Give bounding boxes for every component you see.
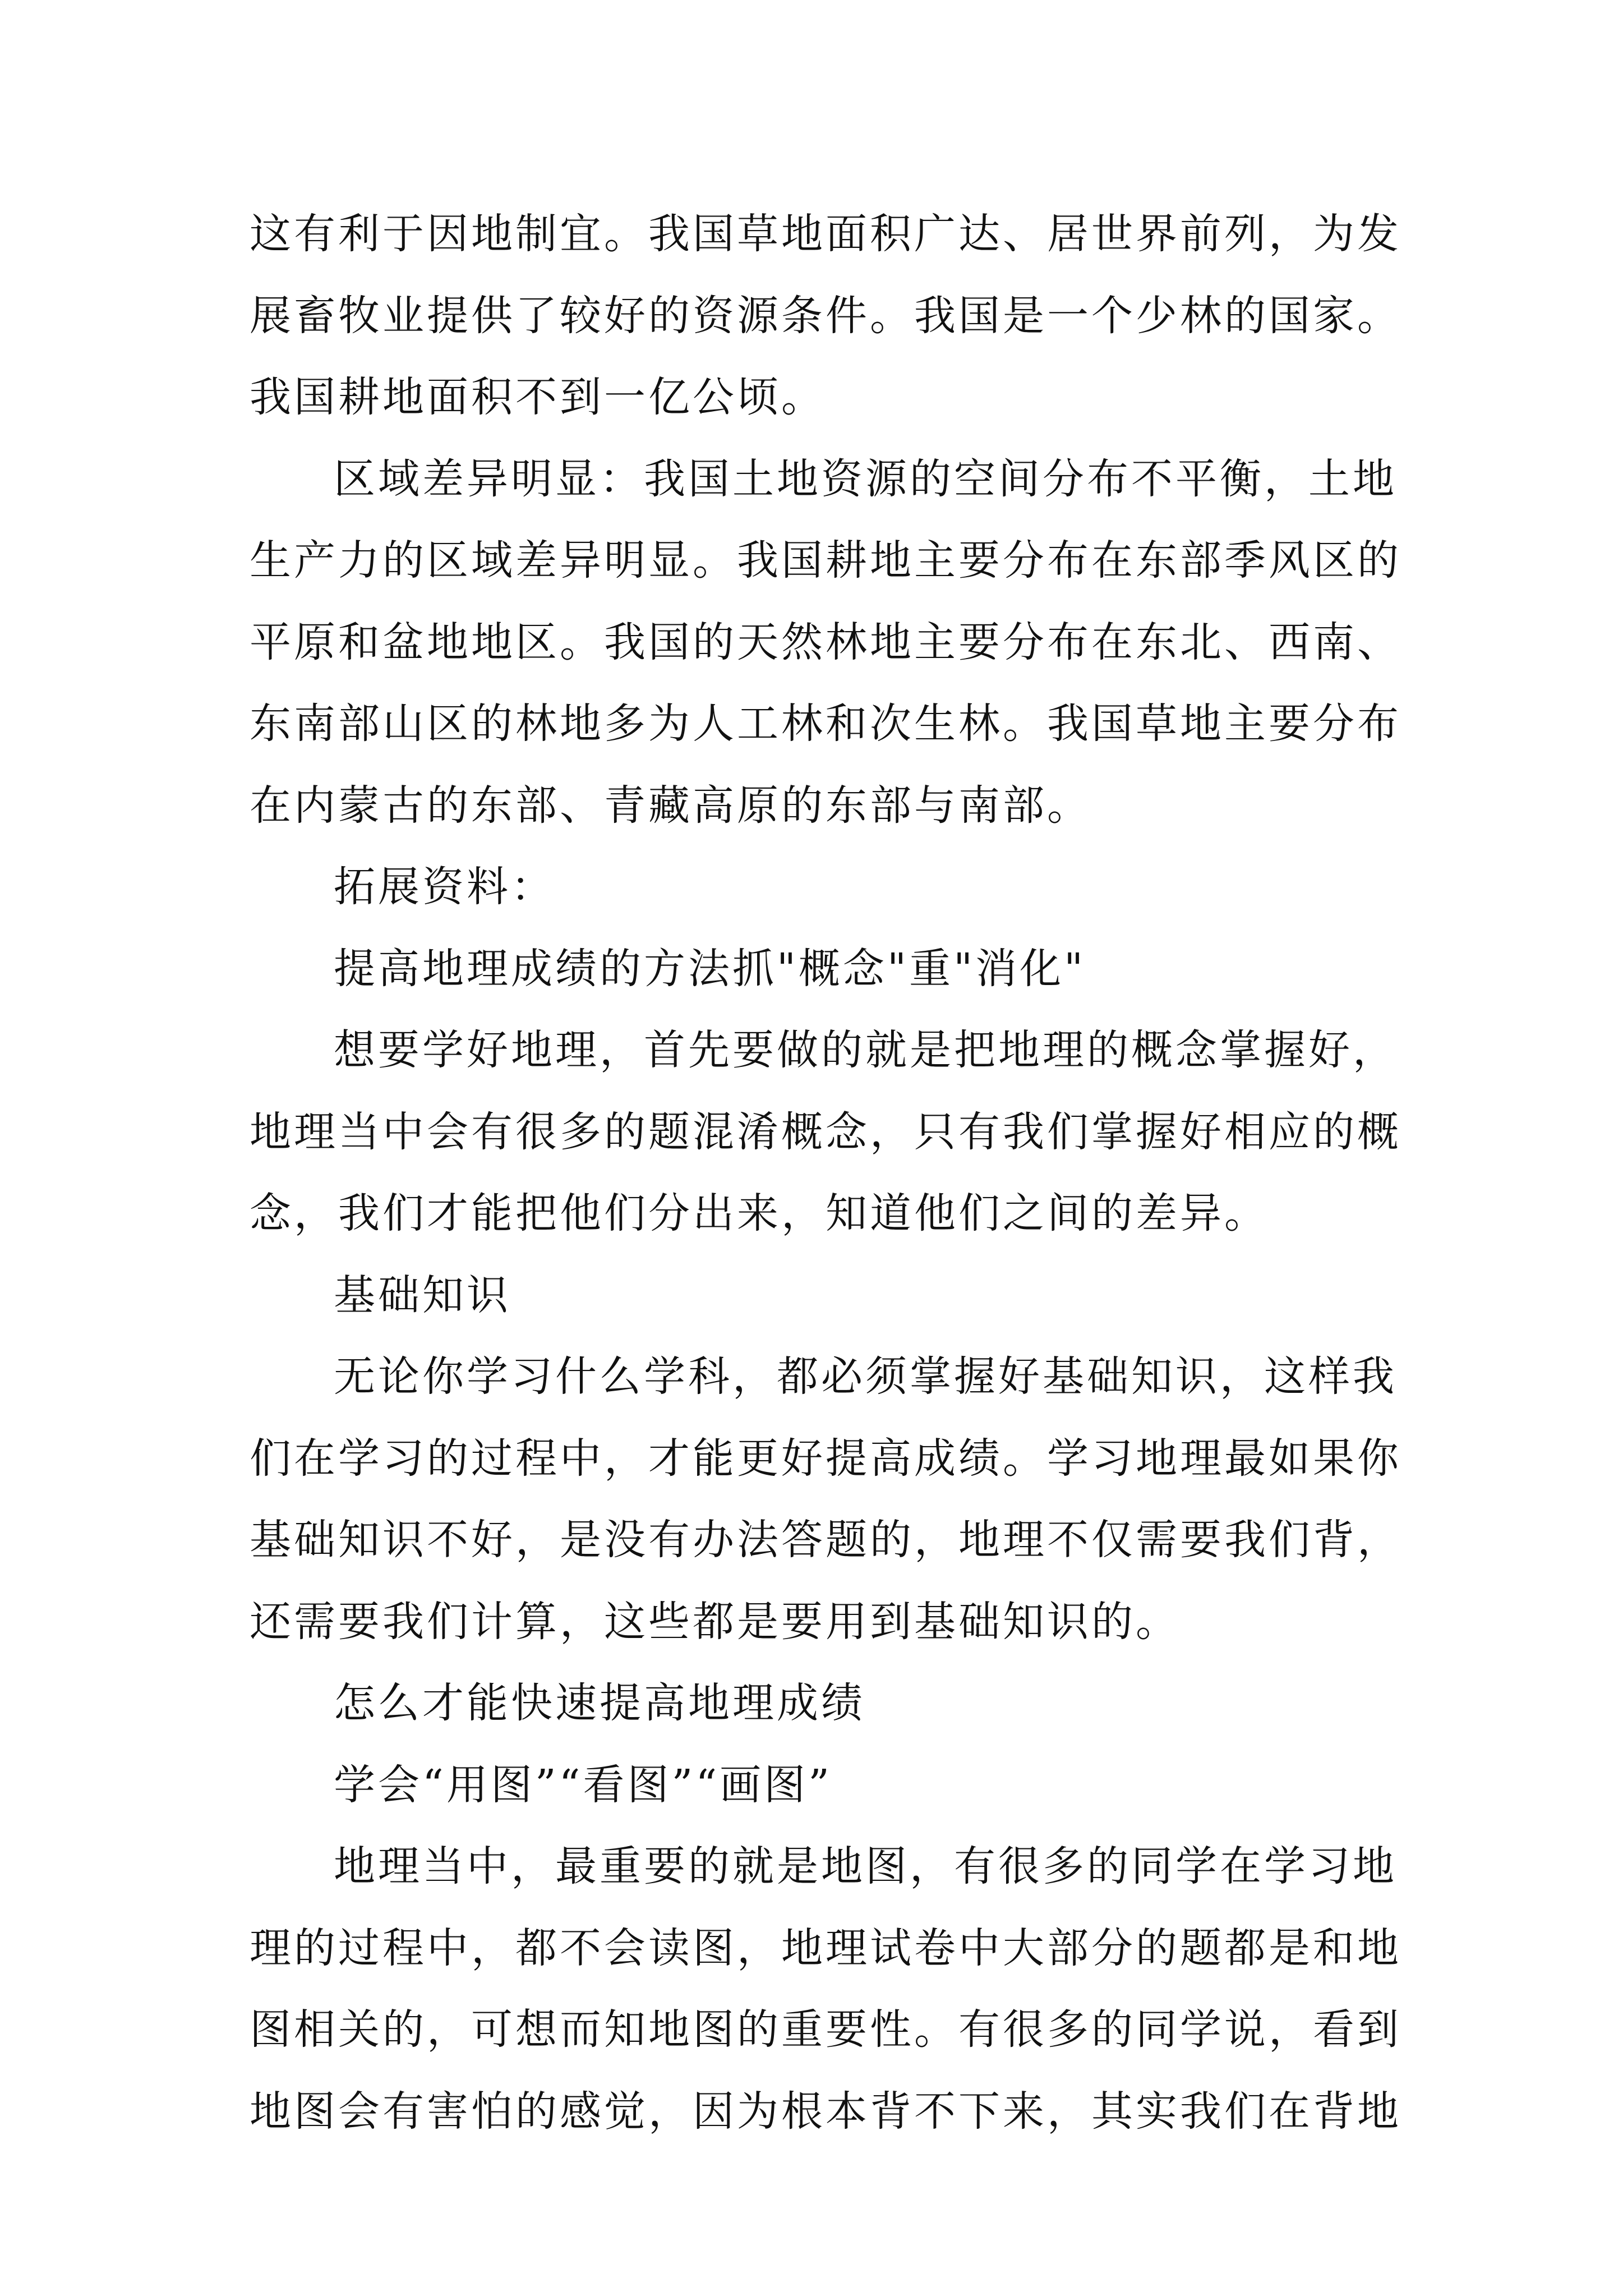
heading-fast-improve <box>250 1663 1377 1745</box>
text-line: 东南部山区的林地多为人工林和次生林。我国草地主要分布 <box>250 700 1401 748</box>
text-line: 平原和盆地地区。我国的天然林地主要分布在东北、西南、 <box>250 618 1401 666</box>
paragraph-concepts <box>250 1010 1401 1255</box>
heading-extended-material <box>250 846 1377 928</box>
text-line: 念，我们才能把他们分出来，知道他们之间的差异。 <box>250 1189 1269 1237</box>
text-line: 提高地理成绩的方法抓"概念"重"消化" <box>334 944 1086 993</box>
text-line: 区域差异明显：我国土地资源的空间分布不平衡，土地 <box>334 454 1397 503</box>
document-body <box>250 194 1401 2152</box>
text-line: 我国耕地面积不到一亿公顷。 <box>250 373 826 421</box>
text-line: 理的过程中，都不会读图，地理试卷中大部分的题都是和地 <box>250 1924 1401 1972</box>
text-line: 还需要我们计算，这些都是要用到基础知识的。 <box>250 1597 1180 1646</box>
text-line: 在内蒙古的东部、青藏高原的东部与南部。 <box>250 781 1091 830</box>
text-line: 地图会有害怕的感觉，因为根本背不下来，其实我们在背地 <box>250 2087 1401 2136</box>
text-line: 地理当中会有很多的题混淆概念，只有我们掌握好相应的概 <box>250 1107 1401 1156</box>
heading-basic-knowledge <box>250 1255 1377 1337</box>
text-line: 拓展资料： <box>334 863 555 911</box>
text-line: 学会“用图”“看图”“画图” <box>334 1760 832 1809</box>
text-line: 展畜牧业提供了较好的资源条件。我国是一个少林的国家。 <box>250 291 1401 340</box>
text-line: 怎么才能快速提高地理成绩 <box>334 1679 865 1727</box>
text-line: 基础知识 <box>334 1271 511 1319</box>
heading-use-maps <box>250 1745 1377 1826</box>
text-line: 图相关的，可想而知地图的重要性。有很多的同学说，看到 <box>250 2005 1401 2054</box>
paragraph-land-resources <box>250 194 1401 439</box>
heading-improve-method <box>250 928 1377 1010</box>
text-line: 这有利于因地制宜。我国草地面积广达、居世界前列，为发 <box>250 210 1401 258</box>
text-line: 基础知识不好，是没有办法答题的，地理不仅需要我们背， <box>250 1516 1401 1564</box>
paragraph-maps <box>250 1826 1401 2152</box>
text-line: 生产力的区域差异明显。我国耕地主要分布在东部季风区的 <box>250 536 1401 585</box>
text-line: 们在学习的过程中，才能更好提高成绩。学习地理最如果你 <box>250 1434 1401 1483</box>
text-line: 无论你学习什么学科，都必须掌握好基础知识，这样我 <box>334 1352 1397 1401</box>
text-line: 地理当中，最重要的就是地图，有很多的同学在学习地 <box>334 1842 1397 1890</box>
paragraph-basic-knowledge <box>250 1336 1401 1663</box>
text-line: 想要学好地理，首先要做的就是把地理的概念掌握好， <box>334 1026 1397 1074</box>
paragraph-regional-difference <box>250 439 1401 847</box>
